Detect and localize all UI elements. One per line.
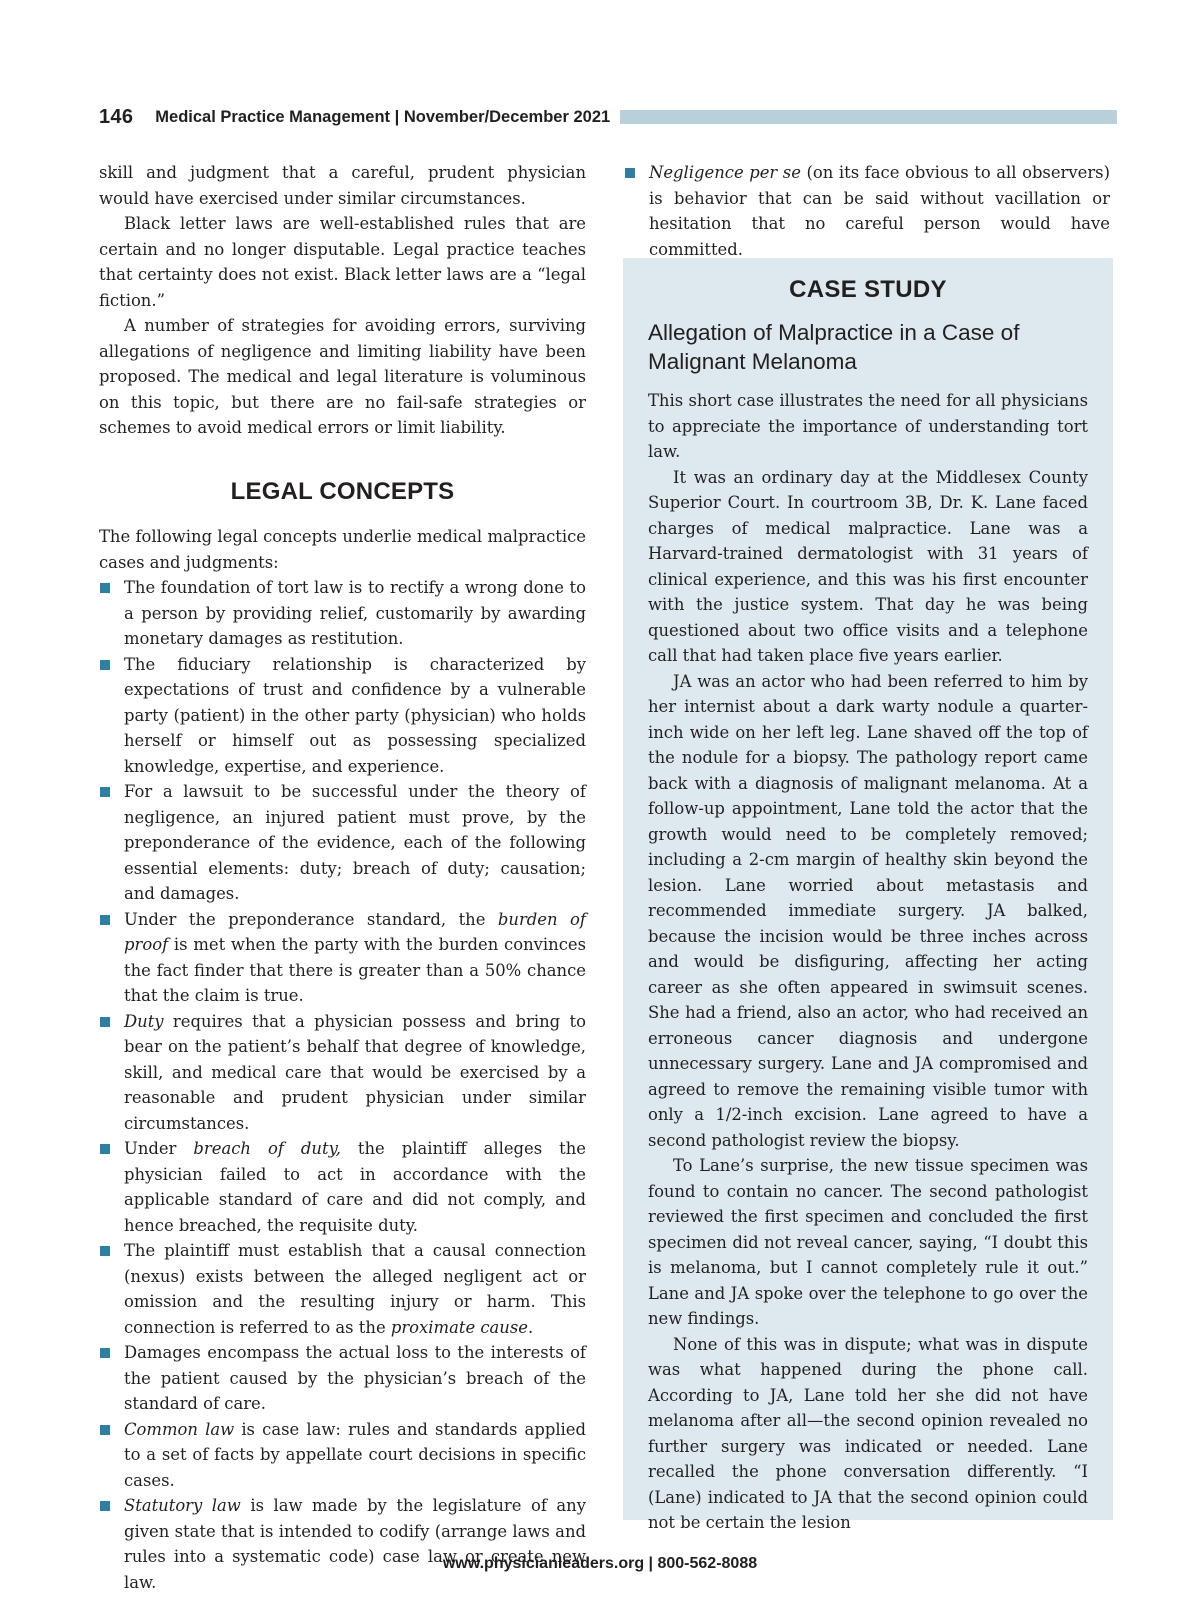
square-bullet-icon (100, 1017, 110, 1027)
left-column (99, 160, 586, 1595)
paragraph: Black letter laws are well-established rules that are certain and no longer disputable. Legal practice teaches that certainty does not exist. Black letter laws are a “legal fiction.” (99, 214, 586, 310)
square-bullet-icon (625, 168, 635, 178)
square-bullet-icon (100, 1246, 110, 1256)
paragraph: None of this was in dispute; what was in dispute was what happened during the phone call. According to JA, Lane told her she did not have melanoma after all—the second opinion revealed no further surgery was indicated or needed. Lane recalled the phone conversation differently. “I (Lane) indicated to JA that the second opinion could not be certain the lesion (648, 1334, 1088, 1532)
square-bullet-icon (100, 583, 110, 593)
square-bullet-icon (100, 660, 110, 670)
square-bullet-icon (100, 915, 110, 925)
legal-concepts-list-continued (624, 160, 1110, 262)
paragraph: It was an ordinary day at the Middlesex County Superior Court. In courtroom 3B, Dr. K. Lane faced charges of medical malpractice. Lane was a Harvard-trained dermatologist with 31 years of clinical experience, and this was his first encounter with the justice system. That day he was being questioned about two office visits and a telephone call that had taken place five years earlier. (648, 467, 1088, 665)
header-rule (620, 110, 1117, 124)
square-bullet-icon (100, 1348, 110, 1358)
list-item: Negligence per se (on its face obvious to all observers) is behavior that can be said without vacillation or hesitation that no careful person would have committed. (624, 160, 1110, 262)
section-heading: LEGAL CONCEPTS (230, 477, 455, 505)
list-item: Under breach of duty, the plaintiff alleges the physician failed to act in accordance with the applicable standard of care and did not comply, and hence breached, the requisite duty. (99, 1136, 586, 1238)
paragraph: This short case illustrates the need for all physicians to appreciate the importance of understanding tort law. (648, 391, 1088, 461)
list-item: Duty requires that a physician possess and bring to bear on the patient’s behalf that degree of knowledge, skill, and medical care that would be exercised by a reasonable and prudent physician under similar circumstances. (99, 1009, 586, 1137)
case-study-box (623, 258, 1113, 1532)
case-study-title: Allegation of Malpractice in a Case of Malignant Melanoma (648, 320, 1020, 374)
square-bullet-icon (100, 1501, 110, 1511)
page-footer: www.physicianleaders.org | 800-562-8088 (442, 1555, 758, 1572)
square-bullet-icon (100, 1144, 110, 1154)
paragraph: A number of strategies for avoiding errors, surviving allegations of negligence and limiting liability have been proposed. The medical and legal literature is voluminous on this topic, but there are no fail-safe strategies or schemes to avoid medical errors or limit liability. (99, 316, 586, 437)
page-header (99, 100, 1117, 134)
list-item: The foundation of tort law is to rectify a wrong done to a person by providing relief, customarily by awarding monetary damages as restitution. (99, 575, 586, 652)
list-item: Under the preponderance standard, the burden of proof is met when the party with the burden convinces the fact finder that there is greater than a 50% chance that the claim is true. (99, 907, 586, 1009)
paragraph: skill and judgment that a careful, prudent physician would have exercised under similar circumstances. (99, 163, 586, 208)
square-bullet-icon (100, 787, 110, 797)
paragraph: JA was an actor who had been referred to him by her internist about a dark warty nodule a quarter-inch wide on her left leg. Lane shaved off the top of the nodule for a biopsy. The pathology report came back with a diagnosis of malignant melanoma. At a follow-up appointment, Lane told the actor that the growth would need to be completely removed; including a 2-cm margin of healthy skin beyond the lesion. Lane worried about metastasis and recommended immediate surgery. JA balked, because the incision would be three inches across and would be disfiguring, affecting her acting career as she often appeared in swimsuit scenes. She had a friend, also an actor, who had received an erroneous cancer diagnosis and undergone unnecessary surgery. Lane and JA compromised and agreed to remove the remaining visible tumor with only a 1/2-inch excision. Lane agreed to have a second pathologist review the biopsy. (648, 671, 1088, 1150)
case-study-label: CASE STUDY (789, 276, 947, 303)
square-bullet-icon (100, 1425, 110, 1435)
section-intro: The following legal concepts underlie medical malpractice cases and judgments: (99, 527, 586, 572)
right-column (624, 160, 1110, 262)
publication-title: Medical Practice Management | November/December 2021 (155, 107, 611, 126)
list-item: The fiduciary relationship is characterized by expectations of trust and confidence by a vulnerable party (patient) in the other party (physician) who holds herself or himself out as possessing specialized knowledge, expertise, and experience. (99, 652, 586, 780)
case-study-body (648, 388, 1088, 1536)
list-item: For a lawsuit to be successful under the theory of negligence, an injured patient must prove, by the preponderance of the evidence, each of the following essential elements: duty; breach of duty; causation; and damages. (99, 779, 586, 907)
list-item: The plaintiff must establish that a causal connection (nexus) exists between the alleged negligent act or omission and the resulting injury or harm. This connection is referred to as the proximate cause. (99, 1238, 586, 1340)
paragraph: To Lane’s surprise, the new tissue specimen was found to contain no cancer. The second pathologist reviewed the first specimen and concluded the first specimen did not reveal cancer, saying, “I doubt this is melanoma, but I cannot completely rule it out.” Lane and JA spoke over the telephone to go over the new findings. (648, 1156, 1088, 1328)
list-item: Common law is case law: rules and standards applied to a set of facts by appellate court decisions in specific cases. (99, 1417, 586, 1494)
legal-concepts-list (99, 575, 586, 1595)
list-item: Damages encompass the actual loss to the interests of the patient caused by the physician’s breach of the standard of care. (99, 1340, 586, 1417)
list-item: Statutory law is law made by the legislature of any given state that is intended to codify (arrange laws and rules into a systematic code) case law or create new law. (99, 1493, 586, 1595)
page-number: 146 (99, 105, 134, 128)
